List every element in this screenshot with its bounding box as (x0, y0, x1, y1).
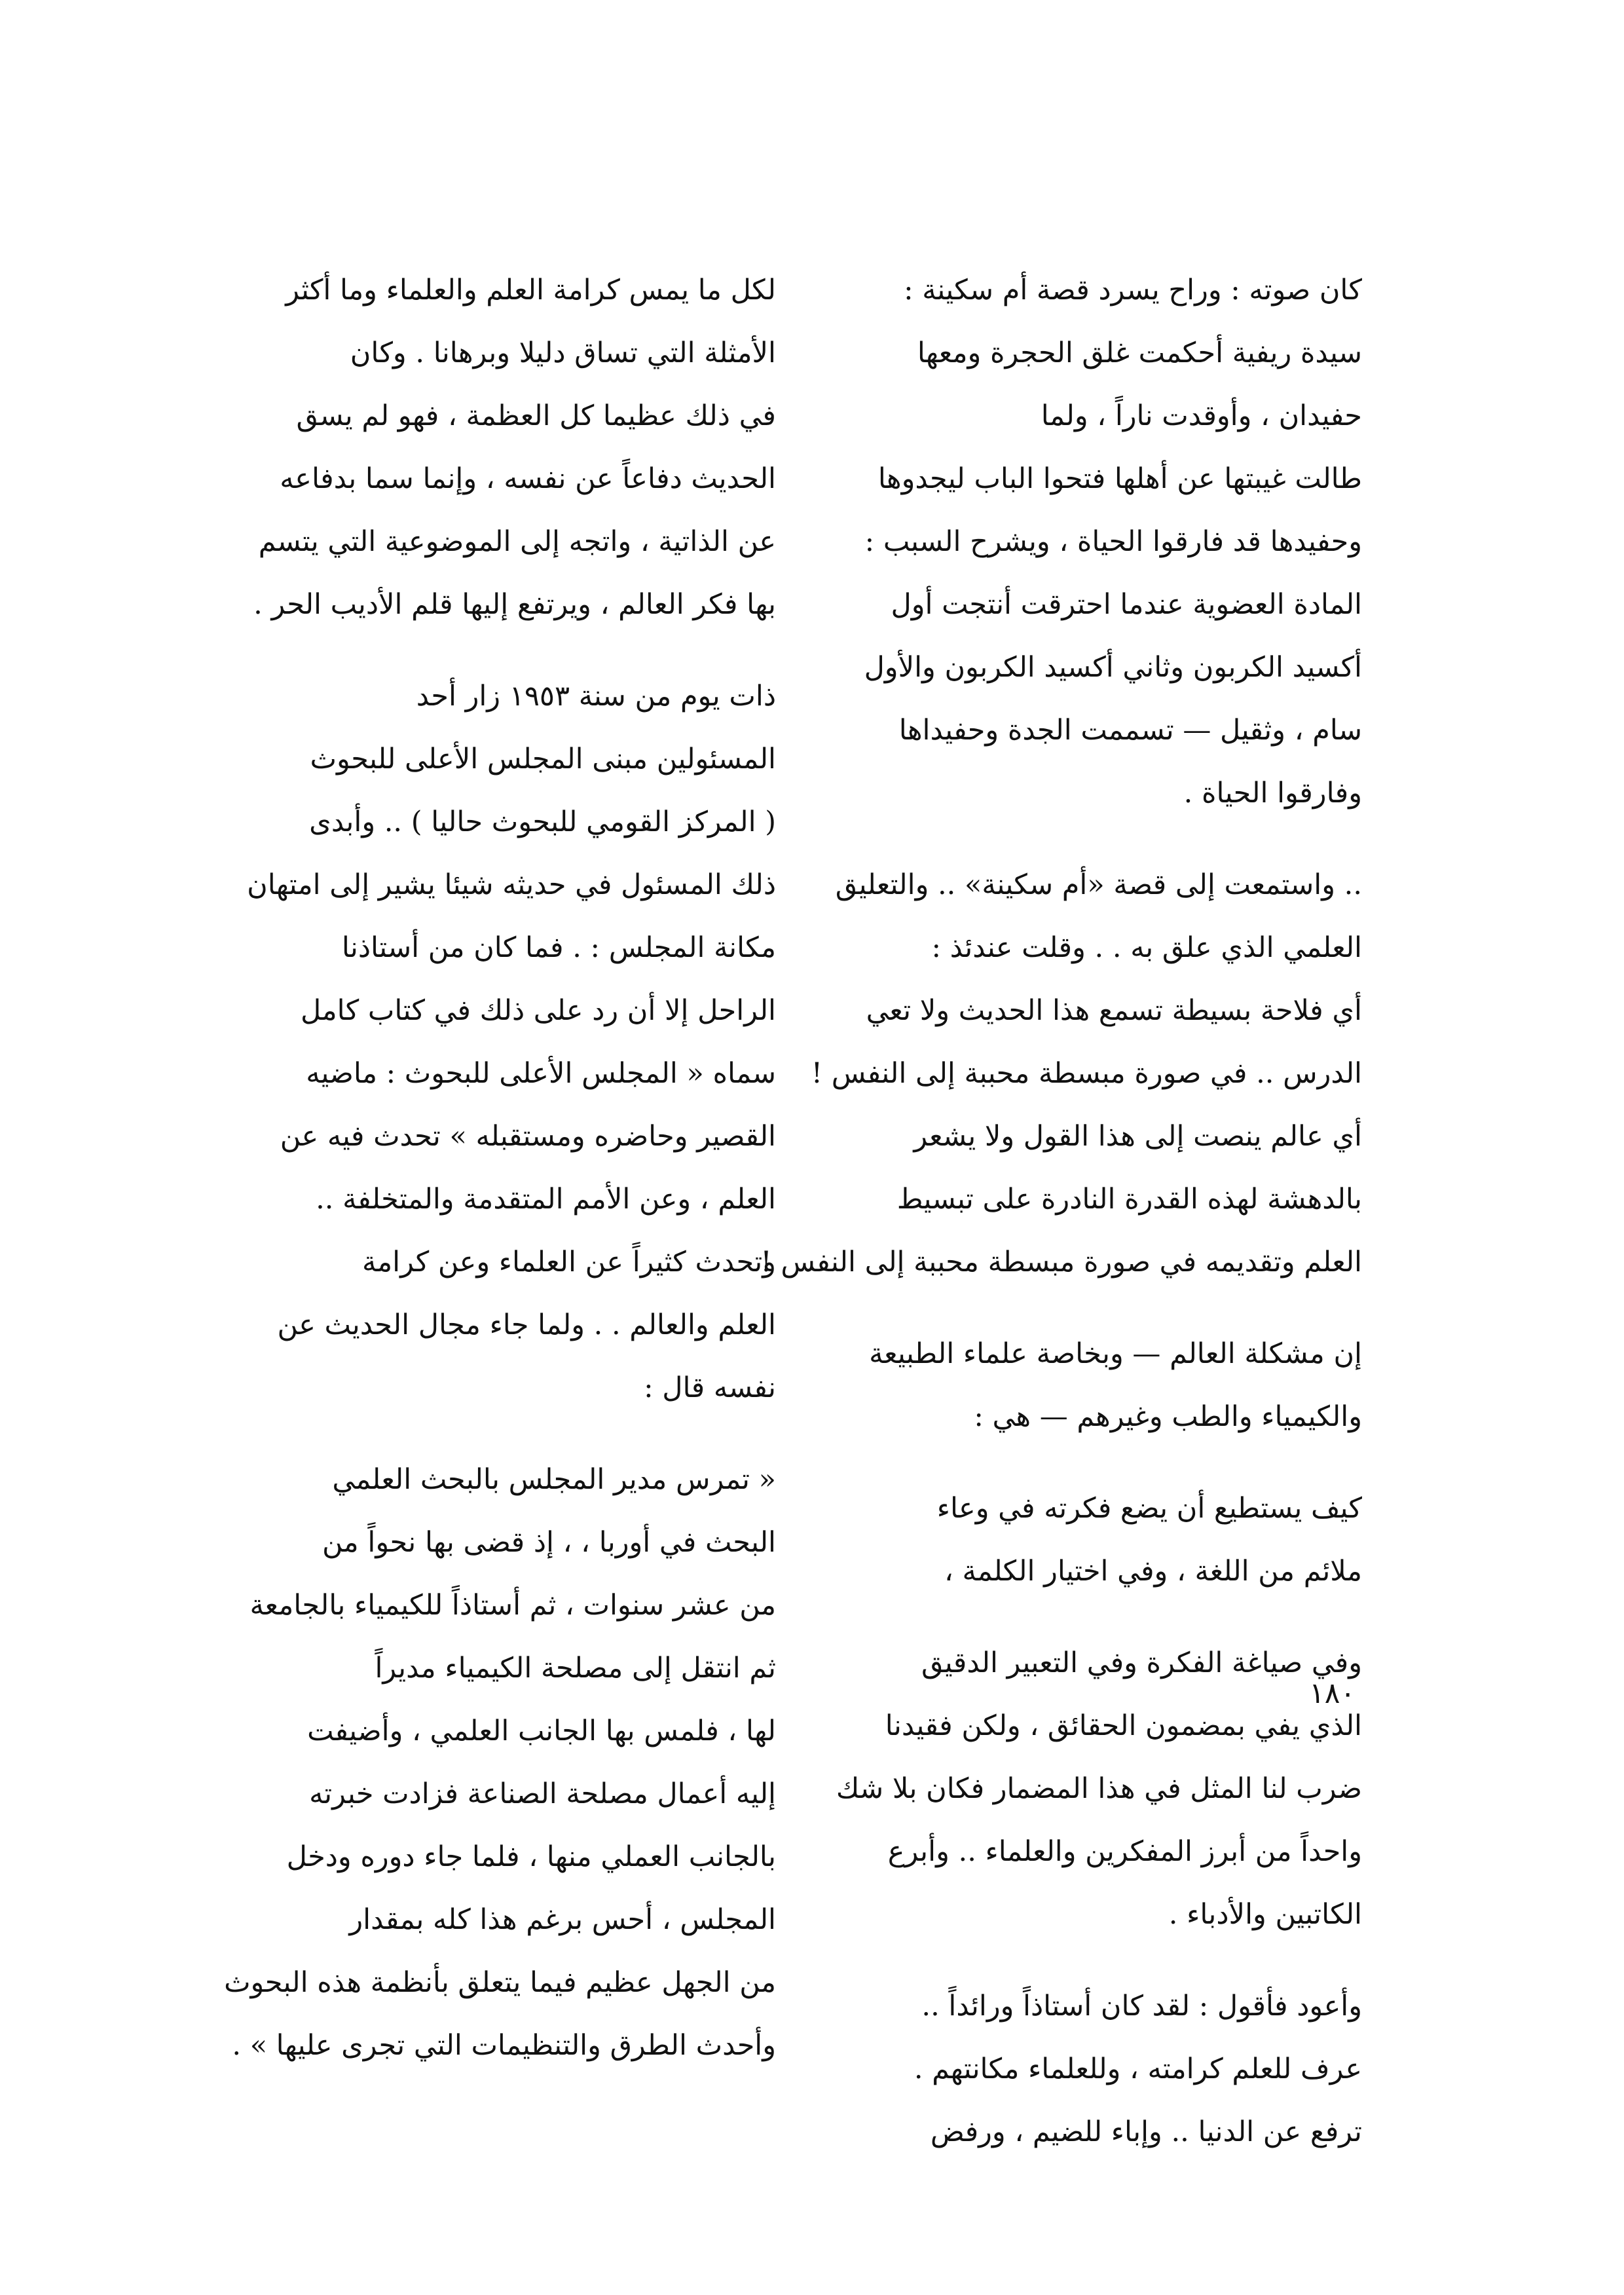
right-text-column (760, 259, 1362, 2192)
text-line: سيدة ريفية أحكمت غلق الحجرة ومعها (917, 337, 1362, 369)
text-line: نفسه قال : (644, 1371, 776, 1404)
paragraph (224, 1448, 776, 2077)
text-line: العلم وتقديمه في صورة مبسطة محببة إلى النفس ! (760, 1246, 1362, 1278)
text-line: الذي يفي بمضمون الحقائق ، ولكن فقيدنا (885, 1709, 1362, 1742)
left-text-column (224, 259, 776, 2106)
text-line: أكسيد الكربون وثاني أكسيد الكربون والأول (864, 651, 1362, 684)
text-line: ملائم من اللغة ، وفي اختيار الكلمة ، (944, 1555, 1362, 1588)
text-line: وفارقوا الحياة . (1183, 777, 1362, 810)
text-line: وتحدث كثيراً عن العلماء وعن كرامة (362, 1246, 776, 1278)
text-line: « تمرس مدير المجلس بالبحث العلمي (332, 1463, 776, 1496)
paragraph (760, 853, 1362, 1294)
text-line: ذلك المسئول في حديثه شيئا يشير إلى امتهان (247, 868, 776, 901)
text-line: إن مشكلة العالم — وبخاصة علماء الطبيعة (869, 1337, 1362, 1370)
text-line: .. واستمعت إلى قصة «أم سكينة» .. والتعليق (835, 868, 1362, 901)
text-line: حفيدان ، وأوقدت ناراً ، ولما (1041, 400, 1362, 432)
text-line: الأمثلة التي تساق دليلا وبرهانا . وكان (350, 337, 776, 369)
text-line: بالجانب العملي منها ، فلما جاء دوره ودخل (286, 1840, 776, 1873)
text-line: واحداً من أبرز المفكرين والعلماء .. وأبرع (887, 1835, 1362, 1868)
text-line: وحفيدها قد فارقوا الحياة ، ويشرح السبب : (864, 525, 1362, 558)
paragraph (247, 665, 776, 1419)
text-line: سام ، وثقيل — تسممت الجدة وحفيداها (898, 714, 1362, 747)
text-line: البحث في أوربا ، ، إذ قضى بها نحواً من (322, 1526, 776, 1559)
text-line: العلمي الذي علق به . . وقلت عندئذ : (931, 931, 1362, 964)
text-line: ( المركز القومي للبحوث حاليا ) .. وأبدى (309, 806, 776, 838)
text-line: المسئولين مبنى المجلس الأعلى للبحوث (310, 743, 776, 775)
text-line: سماه « المجلس الأعلى للبحوث : ماضيه (306, 1057, 776, 1090)
text-line: ضرب لنا المثل في هذا المضمار فكان بلا شك (836, 1772, 1362, 1805)
text-line: عرف للعلم كرامته ، وللعلماء مكانتهم . (913, 2053, 1362, 2085)
text-line: وأعود فأقول : لقد كان أستاذاً ورائداً .. (921, 1990, 1362, 2023)
text-line: وأحدث الطرق والتنظيمات التي تجرى عليها » . (232, 2029, 776, 2062)
page-number: ١٨٠ (1309, 1677, 1356, 1710)
text-line: في ذلك عظيما كل العظمة ، فهو لم يسق (296, 400, 776, 432)
text-line: أي فلاحة بسيطة تسمع هذا الحديث ولا تعي (866, 994, 1362, 1027)
paragraph (851, 1975, 1362, 2163)
text-line: أي عالم ينصت إلى هذا القول ولا يشعر (913, 1120, 1362, 1153)
text-line: ترفع عن الدنيا .. وإباء للضيم ، ورفض (930, 2116, 1362, 2148)
text-line: العلم ، وعن الأمم المتقدمة والمتخلفة .. (316, 1183, 776, 1216)
text-line: العلم والعالم . . ولما جاء مجال الحديث عن (277, 1309, 776, 1341)
text-line: عن الذاتية ، واتجه إلى الموضوعية التي يتسم (258, 525, 776, 558)
text-line: بالدهشة لهذه القدرة النادرة على تبسيط (896, 1183, 1362, 1216)
text-line: كيف يستطيع أن يضع فكرته في وعاء (936, 1492, 1362, 1525)
text-line: مكانة المجلس : . فما كان من أستاذنا (341, 931, 776, 964)
text-line: الراحل إلا أن رد على ذلك في كتاب كامل (301, 994, 776, 1027)
text-line: إليه أعمال مصلحة الصناعة فزادت خبرته (309, 1778, 776, 1810)
text-line: المجلس ، أحس برغم هذا كله بمقدار (349, 1903, 776, 1936)
text-line: المادة العضوية عندما احترقت أنتجت أول (891, 588, 1362, 621)
text-line: كان صوته : وراح يسرد قصة أم سكينة : (904, 274, 1362, 307)
text-line: ذات يوم من سنة ١٩٥٣ زار أحد (416, 680, 776, 713)
text-line: ثم انتقل إلى مصلحة الكيمياء مديراً (375, 1652, 776, 1685)
text-line: لها ، فلمس بها الجانب العلمي ، وأضيفت (307, 1715, 776, 1747)
text-line: من الجهل عظيم فيما يتعلق بأنظمة هذه البحوث (224, 1966, 776, 1999)
paragraph (851, 1322, 1362, 1448)
text-line: وفي صياغة الفكرة وفي التعبير الدقيق (921, 1647, 1362, 1679)
text-line: لكل ما يمس كرامة العلم والعلماء وما أكثر (286, 274, 776, 307)
text-line: والكيمياء والطب وغيرهم — هي : (974, 1400, 1362, 1433)
text-line: طالت غيبتها عن أهلها فتحوا الباب ليجدوها (877, 462, 1362, 495)
paragraph (253, 259, 776, 636)
text-line: الحديث دفاعاً عن نفسه ، وإنما سما بدفاعه (280, 462, 776, 495)
text-line: الكاتبين والأدباء . (1168, 1898, 1362, 1931)
text-line: الدرس .. في صورة مبسطة محببة إلى النفس ! (811, 1057, 1362, 1090)
paragraph (851, 259, 1362, 825)
text-line: بها فكر العالم ، ويرتفع إليها قلم الأديب الحر . (253, 588, 776, 621)
text-line: القصير وحاضره ومستقبله » تحدث فيه عن (280, 1120, 776, 1153)
paragraph (851, 1477, 1362, 1603)
text-line: من عشر سنوات ، ثم أستاذاً للكيمياء بالجامعة (249, 1589, 776, 1622)
